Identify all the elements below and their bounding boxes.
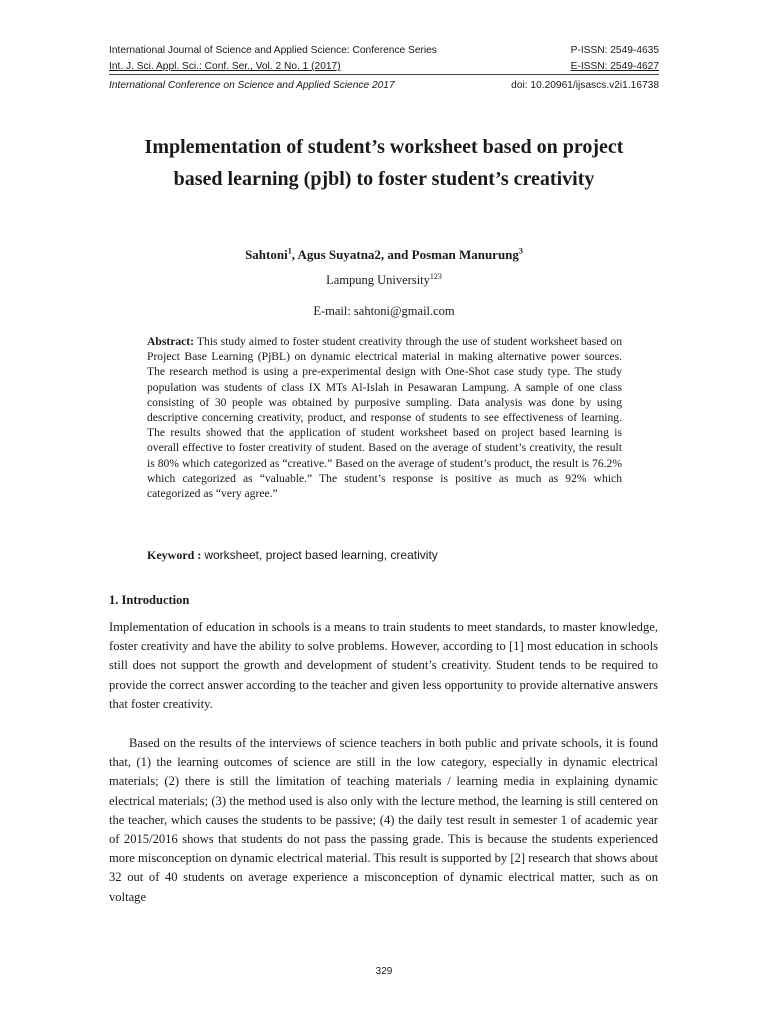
- intro-paragraph-1: Implementation of education in schools is a means to train students to meet standards, to master knowledge, foster creativity and have the ability to solve problems. However, according to [1] most education in schools still does not support the growth and development of student’s creativity. Student tends to be required to provide the correct answer according to the teacher and given less opportunity to provide alternative answers that foster creativity.: [109, 620, 658, 711]
- intro-paragraph-2: Based on the results of the interviews of science teachers in both public and private schools, it is found that, (1) the learning outcomes of science are still in the low category, especially in dynamic electrical materials; (2) there is still the limitation of teaching materials / learning media in explaining dynamic electrical materials; (3) the method used is also only with the lecture method, the learning is still centered on the teacher, which causes the students to be passive; (4) the daily test result in semester 1 of academic year of 2015/2016 shows that students do not pass the passing grade. This is because the students experienced more misconception on dynamic electrical material. This result is supported by [2] research that shows about 32 out of 40 students on average experience a misconception of dynamic electrical matter, such as on voltage: [109, 736, 658, 904]
- running-header-line1: [109, 44, 659, 57]
- abstract-label: Abstract:: [147, 335, 195, 348]
- p-issn: P-ISSN: 2549-4635: [570, 45, 659, 56]
- running-header-line2: [109, 60, 659, 73]
- affiliation-name: Lampung University: [326, 273, 430, 287]
- e-issn: E-ISSN: 2549-4627: [570, 61, 659, 72]
- header-rule: [109, 74, 659, 75]
- paper-title: Implementation of student’s worksheet based on project based learning (pjbl) to foster student’s creativity: [144, 136, 624, 190]
- author-3-affil-mark: 3: [518, 246, 523, 256]
- keywords: [147, 547, 622, 563]
- conference-name: International Conference on Science and Applied Science 2017: [109, 80, 395, 91]
- page-number: 329: [375, 966, 393, 977]
- doi: doi: 10.20961/ijsascs.v2i1.16738: [511, 80, 659, 91]
- affiliation: [0, 272, 768, 288]
- abstract: [147, 334, 622, 501]
- affiliation-marks: 123: [429, 271, 442, 281]
- citation: Int. J. Sci. Appl. Sci.: Conf. Ser., Vol. 2 No. 1 (2017): [109, 61, 341, 72]
- author-2-3: , Agus Suyatna2, and Posman Manurung: [291, 247, 519, 262]
- section-heading: 1. Introduction: [109, 593, 190, 607]
- running-header-line3: [109, 79, 659, 92]
- author-list: [0, 246, 768, 264]
- contact-email: E-mail: sahtoni@gmail.com: [313, 304, 455, 318]
- keyword-label: Keyword :: [147, 548, 205, 562]
- abstract-text: This study aimed to foster student creativity through the use of student worksheet based on Project Base Learning (PjBL) on dynamic electrical material in making alternative power sources. The research method is using a pre-experimental design with One-Shot case study type. The study population was students of class IX MTs Al-Islah in Pesawaran Lampung. A sample of one class consisting of 30 people was obtained by purposive sumpling. Data analysis was done by using descriptive concerning creativity, product, and response of students to see effectiveness of learning. The results showed that the application of student worksheet based on project based learning is overall effective to foster creativity of student. Based on the average of student’s creativity, the result is 80% which categorized as “creative.” Based on the average of student’s product, the result is 76.2% which categorized as “valuable.” The student’s response is positive as much as 92% which categorized as “very agree.”: [147, 335, 622, 501]
- author-1-affil-mark: 1: [287, 246, 292, 256]
- keyword-text: worksheet, project based learning, creativity: [204, 548, 438, 562]
- journal-series: International Journal of Science and Applied Science: Conference Series: [109, 45, 437, 56]
- author-1: Sahtoni: [245, 247, 288, 262]
